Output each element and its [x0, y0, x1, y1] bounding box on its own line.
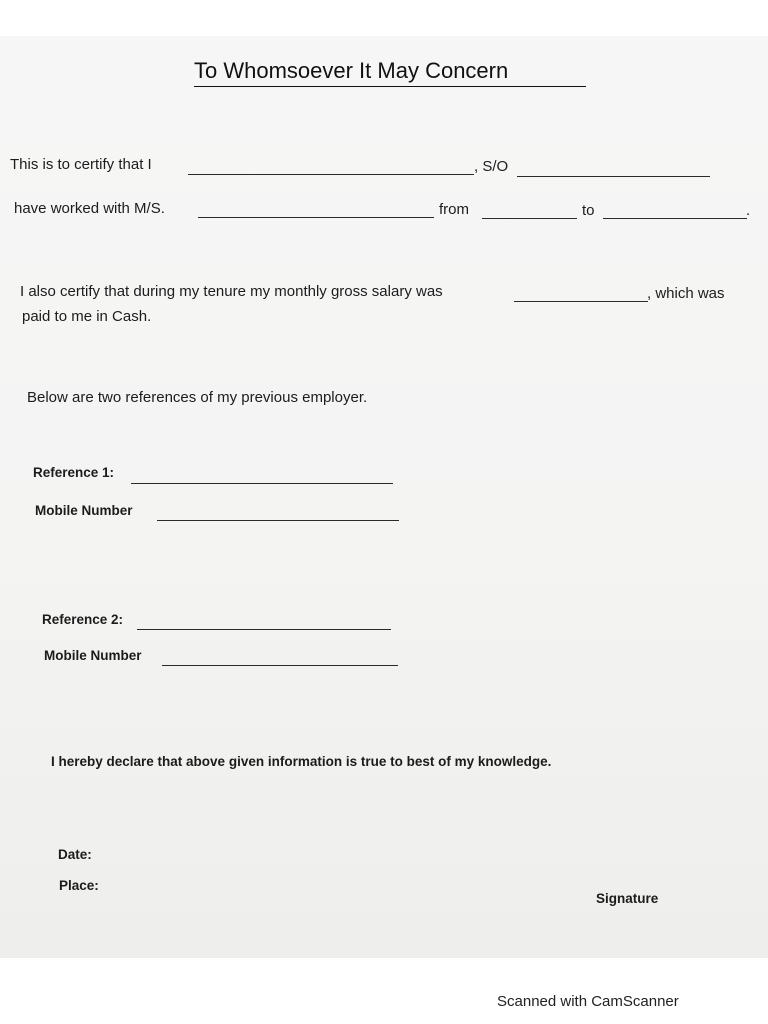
reference2-label: Reference 2: [42, 612, 124, 627]
reference2-mobile-label: Mobile Number [44, 648, 142, 663]
to-label: to [582, 202, 595, 219]
reference1-mobile-label: Mobile Number [35, 503, 133, 518]
certify-prefix-text: This is to certify that I [10, 156, 152, 173]
declaration-text: I hereby declare that above given information is true to best of my knowledge. [51, 754, 552, 769]
title-underline [194, 86, 586, 87]
so-label: , S/O [474, 158, 509, 175]
date-label: Date: [58, 847, 92, 862]
reference1-mobile-blank [157, 520, 399, 521]
worked-with-text: have worked with M/S. [14, 200, 165, 217]
salary-suffix-text: , which was [647, 285, 725, 302]
salary-blank [514, 301, 648, 302]
paper-sheet [0, 36, 768, 958]
signature-label: Signature [596, 891, 659, 906]
company-blank [198, 217, 434, 218]
reference2-blank [137, 629, 391, 630]
to-date-blank [603, 218, 747, 219]
father-name-blank [517, 176, 710, 177]
reference2-mobile-blank [162, 665, 398, 666]
from-date-blank [482, 218, 577, 219]
reference1-label: Reference 1: [33, 465, 115, 480]
line2-period: . [746, 202, 751, 219]
camscanner-watermark: Scanned with CamScanner [497, 993, 679, 1010]
references-intro-text: Below are two references of my previous employer. [27, 389, 368, 406]
document-title: To Whomsoever It May Concern [194, 58, 509, 83]
reference1-blank [131, 483, 393, 484]
from-label: from [439, 201, 469, 218]
place-label: Place: [59, 878, 99, 893]
salary-text: I also certify that during my tenure my monthly gross salary was [20, 283, 443, 300]
name-blank [188, 174, 474, 175]
paid-in-cash-text: paid to me in Cash. [22, 308, 152, 325]
